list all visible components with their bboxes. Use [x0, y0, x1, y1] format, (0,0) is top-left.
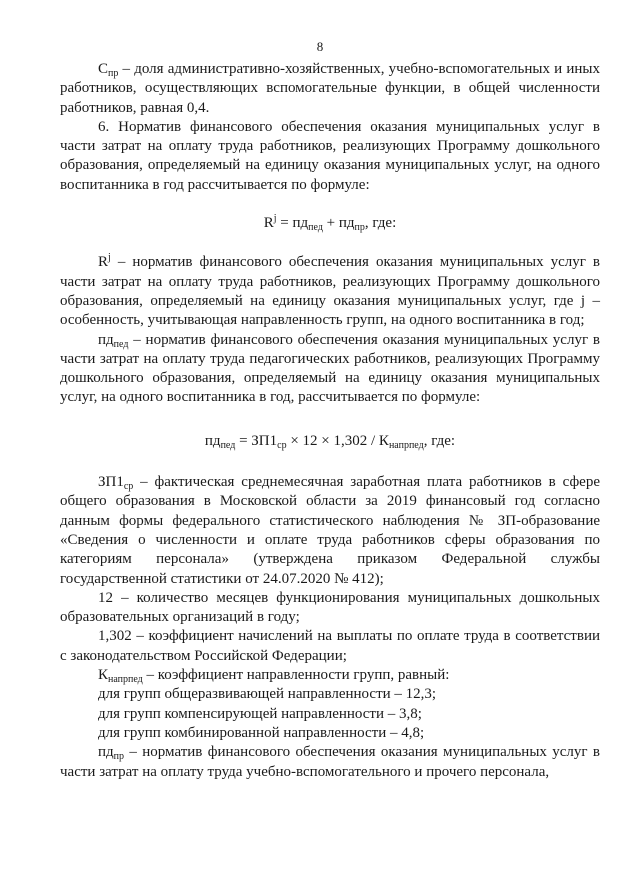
paragraph-share-support-staff: $С_{пр}$ – доля административно-хозяйственных, учебно-вспомогательных и иных работников, осуществляющих вспомогательные функции, в общей численности работников, равная 0,4.	[60, 61, 600, 116]
paragraph-item-6: 6. Норматив финансового обеспечения оказания муниципальных услуг в части затрат на оплату труда работников, реализующих Программу дошкольного образования, определяемый на единицу оказания муниципальных услуг, на одного воспитанника в год рассчитывается по формуле:	[60, 118, 600, 193]
page-number: 8	[316, 39, 324, 54]
paragraph-months: 12 – количество месяцев функционирования муниципальных дошкольных образовательных организаций в году;	[60, 589, 600, 626]
list-item: для групп комбинированной направленности – 4,8;	[98, 724, 425, 741]
formula-r-j: $R^j = пд_{пед} + пд_{пр}$, где:	[263, 213, 397, 234]
paragraph-k-definition: $К_{напрпед}$ – коэффициент направленности групп, равный:	[98, 667, 450, 686]
paragraph-coefficient-1302: 1,302 – коэффициент начислений на выплаты по оплате труда в соответствии с законодательством Российской Федерации;	[60, 628, 600, 664]
paragraph-zp1-definition: $ЗП1_{ср}$ – фактическая среднемесячная заработная плата работников в сфере общего образования в Московской области за 2019 финансовый год согласно данным формы федерального статистического наблюдения № ЗП-образование «Сведения о численности и оплате труда работников сферы образования по категориям персонала» (утверждена приказом Федеральной службы государственной статистики от 24.07.2020 № 412);	[60, 474, 600, 587]
paragraph-r-j-definition: $R^j$ – норматив финансового обеспечения оказания муниципальных услуг в части затрат на оплату труда работников, реализующих Программу дошкольного образования, определяемый на единицу оказания муниципальных услуг, где j – особенность, учитывающая направленность групп, на одного воспитанника в год;	[60, 252, 600, 329]
list-item: для групп компенсирующей направленности – 3,8;	[98, 705, 422, 722]
paragraph-pd-ped-definition: $пд_{пед}$ – норматив финансового обеспечения оказания муниципальных услуг в части затрат на оплату труда педагогических работников, реализующих Программу дошкольного образования, определяемый на единицу оказания муниципальных услуг, на одного воспитанника в год, рассчитывается по формуле:	[60, 331, 600, 406]
document-body	[60, 60, 600, 782]
paragraph-pd-pr-definition: $пд_{пр}$ – норматив финансового обеспечения оказания муниципальных услуг в части затрат на оплату труда учебно-вспомогательного и прочего персонала,	[60, 744, 600, 780]
list-item: для групп общеразвивающей направленности – 12,3;	[98, 686, 437, 703]
formula-pd-ped: $пд_{пед} = ЗП1_{ср} \times 12 \times 1,302 / К_{напрпед}$, где:	[204, 432, 456, 451]
